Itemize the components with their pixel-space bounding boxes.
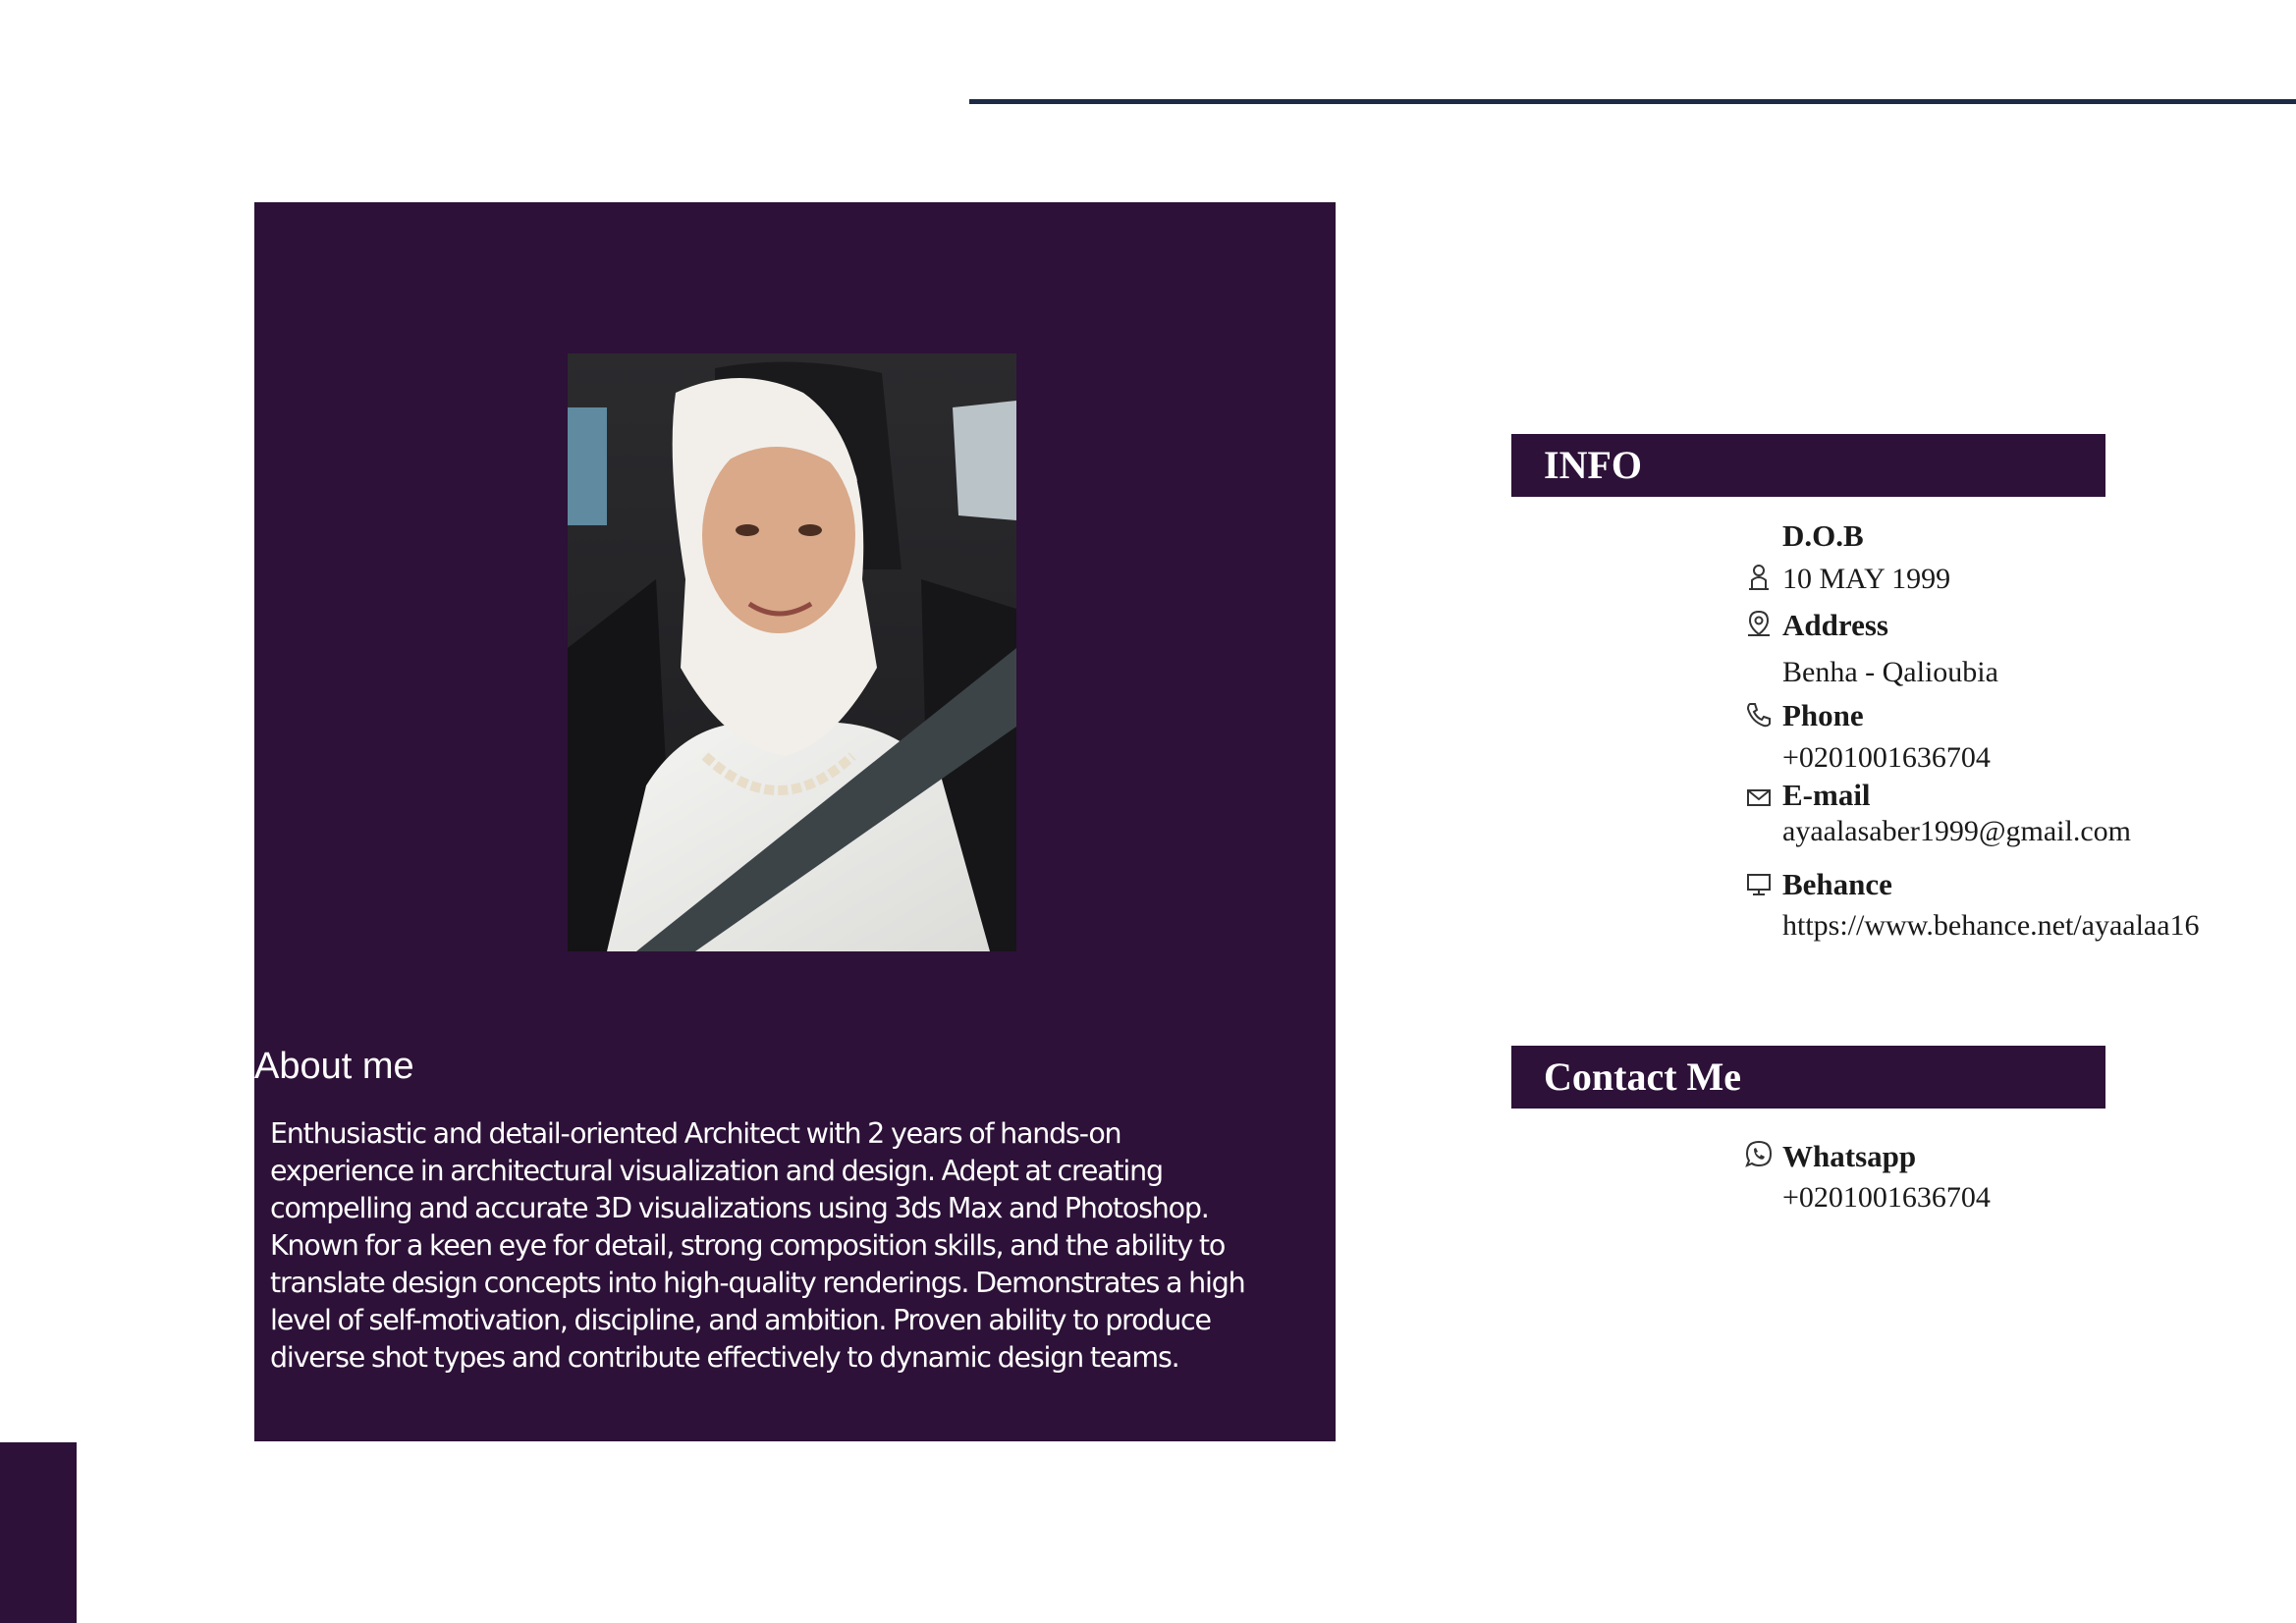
- address-label: Address: [1782, 608, 1888, 642]
- top-divider-line: [969, 99, 2296, 104]
- contact-title: Contact Me: [1544, 1055, 1742, 1099]
- email-value[interactable]: ayaalasaber1999@gmail.com: [1782, 815, 2131, 847]
- monitor-icon: [1744, 870, 1774, 899]
- whatsapp-label: Whatsapp: [1782, 1139, 1917, 1173]
- info-title: INFO: [1544, 443, 1642, 487]
- profile-panel: [254, 202, 1336, 1441]
- phone-icon: [1744, 700, 1774, 730]
- corner-accent-block: [0, 1442, 77, 1623]
- dob-label: D.O.B: [1782, 518, 1864, 553]
- info-header: [1511, 434, 2105, 497]
- phone-label: Phone: [1782, 698, 1864, 732]
- about-heading: About me: [254, 1046, 414, 1087]
- person-icon: [1744, 563, 1774, 592]
- address-value: Benha - Qalioubia: [1782, 656, 1998, 688]
- phone-value: +0201001636704: [1782, 741, 1991, 774]
- envelope-icon: [1744, 783, 1774, 812]
- profile-photo: [568, 353, 1016, 951]
- contact-header: [1511, 1046, 2105, 1109]
- email-label: E-mail: [1782, 778, 1871, 812]
- whatsapp-value[interactable]: +0201001636704: [1782, 1181, 1991, 1214]
- behance-label: Behance: [1782, 867, 1892, 901]
- about-text: Enthusiastic and detail-oriented Architect with 2 years of hands-on experience in architectural visualization and design. Adept at creating compelling and accurate 3D visualizations using 3ds Max and Photoshop. Known for a keen eye for detail, strong composition skills, and the ability to translate design concepts into high-quality renderings. Demonstrates a high level of self-motivation, discipline, and ambition. Proven ability to produce diverse shot types and contribute effectively to dynamic design teams.: [270, 1117, 1245, 1374]
- behance-value[interactable]: https://www.behance.net/ayaalaa16: [1782, 909, 2200, 942]
- location-pin-icon: [1744, 609, 1774, 638]
- whatsapp-icon: [1744, 1139, 1774, 1168]
- dob-value: 10 MAY 1999: [1782, 563, 1951, 595]
